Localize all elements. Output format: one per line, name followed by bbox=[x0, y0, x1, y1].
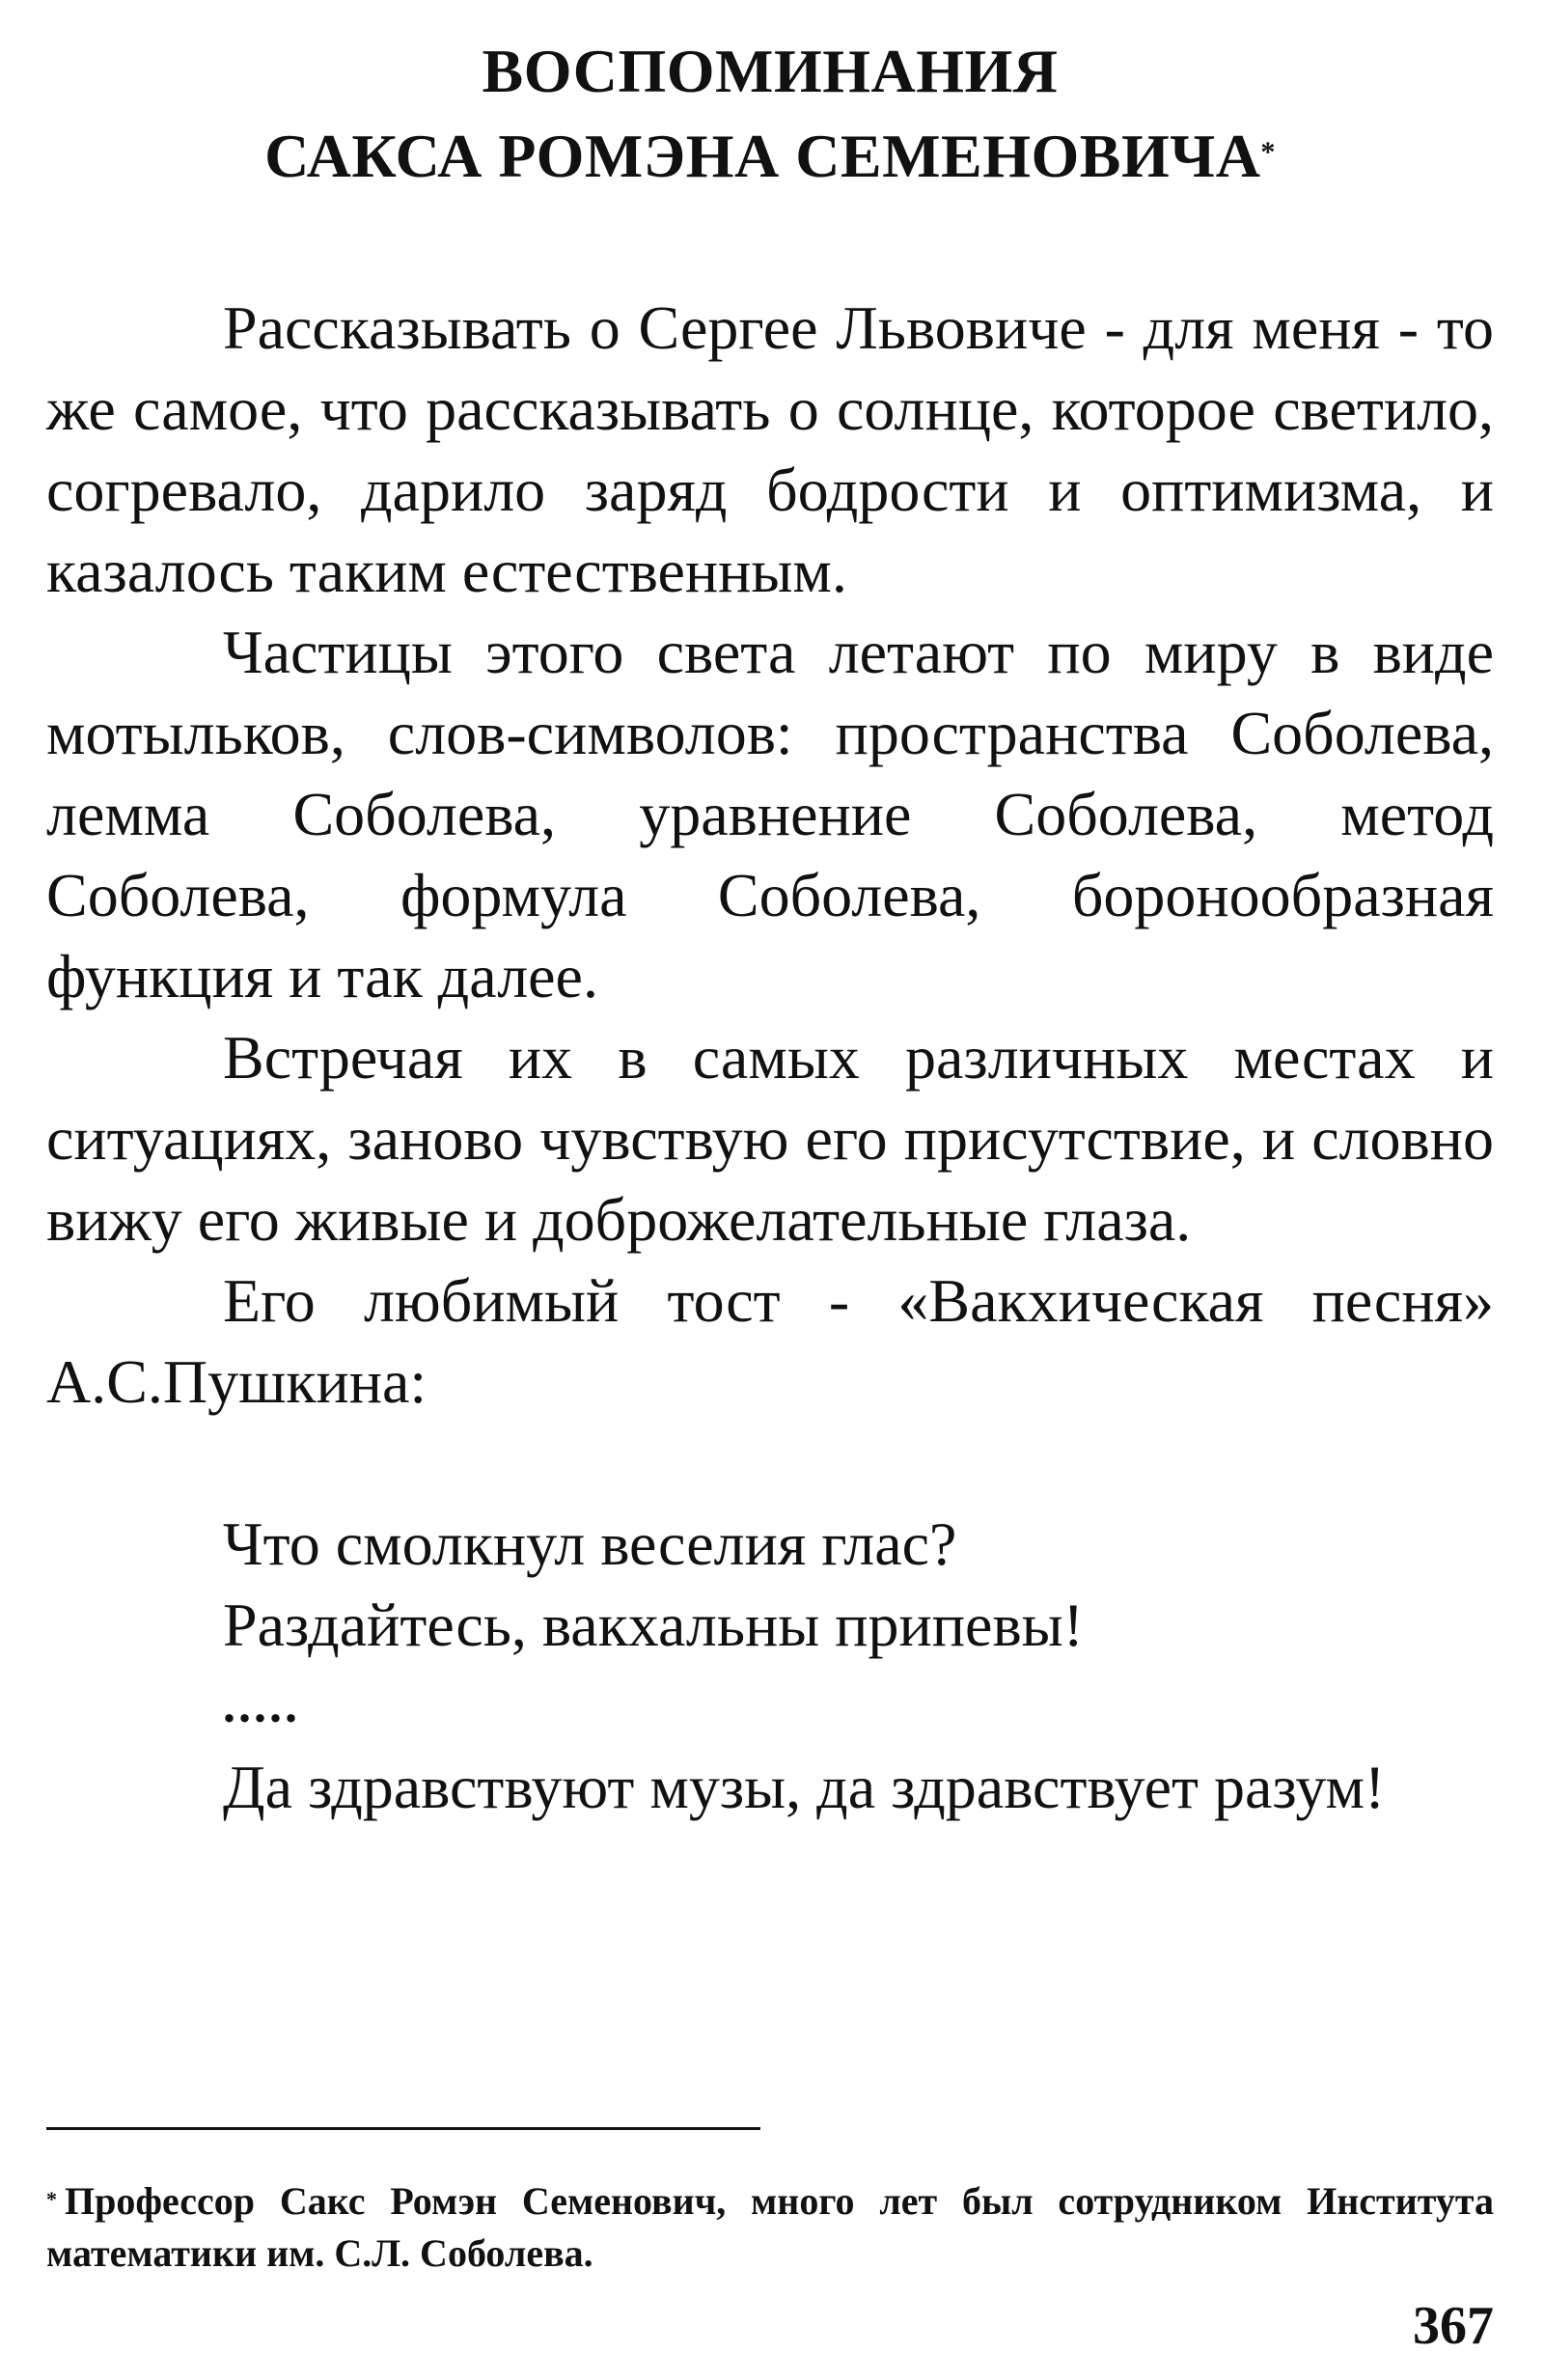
page-title bbox=[46, 29, 1494, 199]
book-page bbox=[46, 29, 1494, 2365]
paragraph-2: Частицы этого света летают по миру в виде мотыльков, слов-символов: пространства Соболева, лемма Соболева, уравнение Соболева, метод Соболева, формула Соболева, боронообразная функция и так далее. bbox=[46, 618, 1494, 1010]
title-line-2: САКСА РОМЭНА СЕМЕНОВИЧА bbox=[264, 122, 1261, 190]
title-footnote-mark: * bbox=[1260, 136, 1276, 168]
footnote-text: Профессор Сакс Ромэн Семенович, много лет был сотрудником Института математики им. С.Л. Соболева. bbox=[46, 2179, 1494, 2275]
main-text bbox=[46, 288, 1494, 1828]
paragraph-3: Встречая их в самых различных местах и ситуациях, заново чувствую его присутствие, и словно вижу его живые и доброжелательные глаза. bbox=[46, 1023, 1494, 1254]
footnote-divider bbox=[46, 2127, 760, 2130]
poem-ellipsis: ..... bbox=[223, 1678, 300, 1733]
footnote bbox=[46, 2175, 1494, 2280]
title-line-1: ВОСПОМИНАНИЯ bbox=[482, 37, 1059, 105]
paragraph-4: Его любимый тост - «Вакхическая песня» А.С.Пушкина: bbox=[46, 1266, 1494, 1416]
footnote-mark: * bbox=[46, 2187, 57, 2211]
poem-line-3: Да здравствуют музы, да здравствует разум! bbox=[223, 1753, 1386, 1821]
paragraph-1: Рассказывать о Сергее Львовиче - для меня - то же самое, что рассказывать о солнце, которое светило, согревало, дарило заряд бодрости и оптимизма, и казалось таким естественным. bbox=[46, 293, 1494, 605]
poem-quote bbox=[46, 1504, 1494, 1828]
poem-line-1: Что смолкнул веселия глас? bbox=[223, 1509, 957, 1578]
poem-line-2: Раздайтесь, вакхальны припевы! bbox=[223, 1591, 1084, 1659]
page-number: 367 bbox=[1413, 2296, 1494, 2356]
